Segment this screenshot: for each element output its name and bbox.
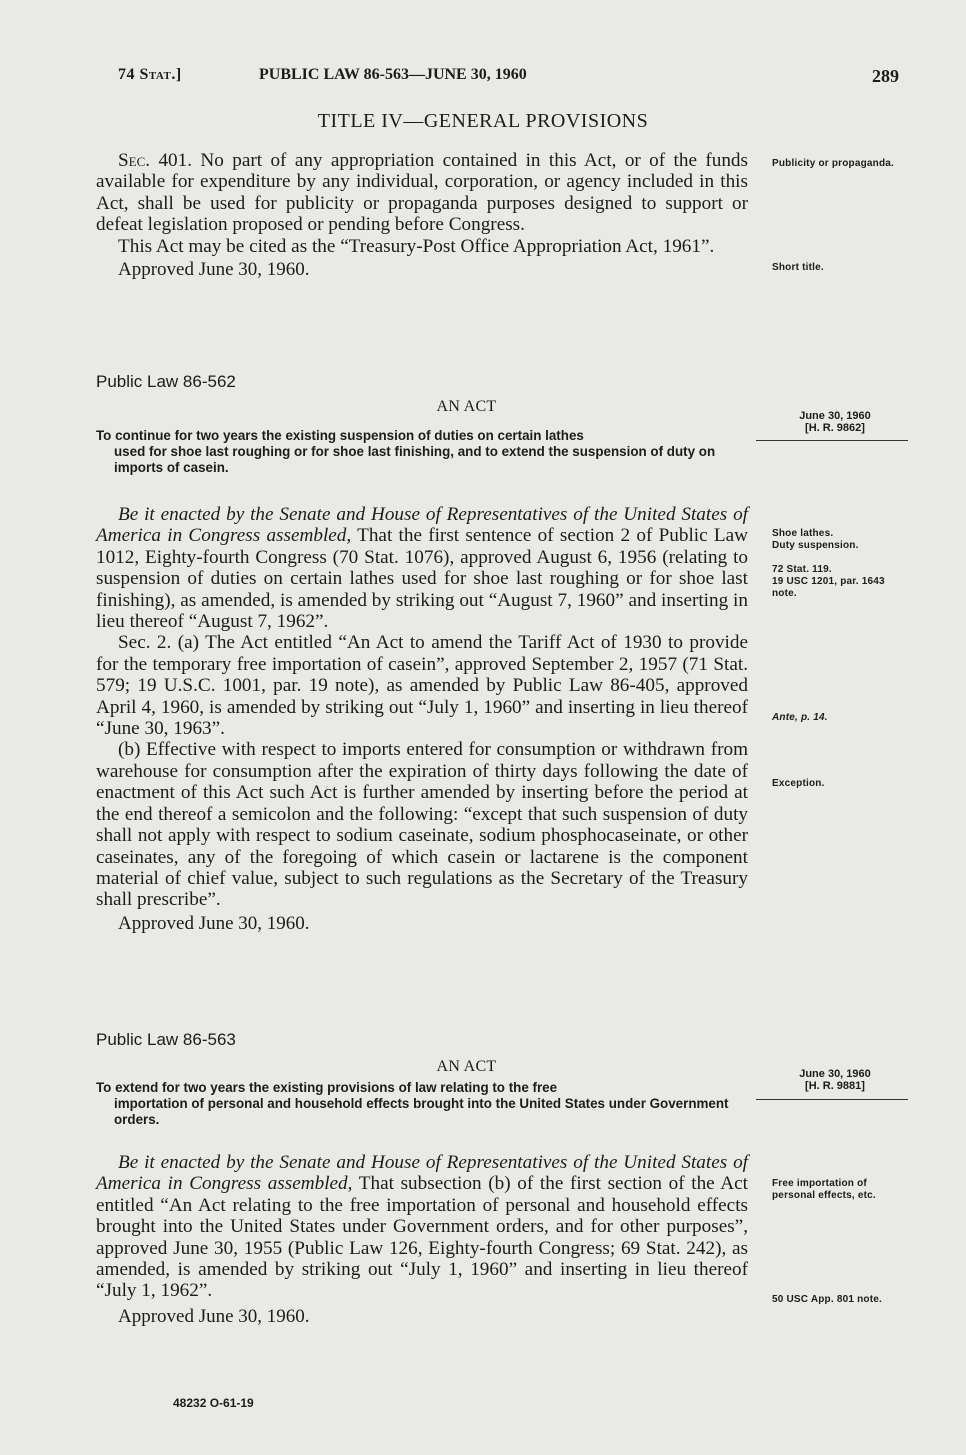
law-562-purpose	[96, 428, 748, 476]
margin-note-publicity: Publicity or propaganda.	[772, 158, 895, 169]
running-header-left: 74 Stat.]	[118, 66, 182, 83]
sec-401-paragraph	[96, 150, 748, 236]
law-562-bill: [H. R. 9862]	[805, 422, 865, 434]
law-562-purpose-first: To continue for two years the existing suspension of duties on certain lathes	[96, 428, 584, 443]
title-iv-heading: TITLE IV—GENERAL PROVISIONS	[317, 110, 649, 132]
law-563-enacting-clause: Be it enacted by the Senate and House of Representatives of the United States of America in Congress assembled,	[96, 1152, 748, 1195]
sec-401-lead: Sec. 401.	[118, 150, 193, 171]
law-562-purpose-rest: used for shoe last roughing or for shoe last finishing, and to extend the suspension of duty on imports of casein.	[114, 444, 716, 475]
law-562-enacting-clause: Be it enacted by the Senate and House of Representatives of the United States of America in Congress assembled,	[96, 504, 748, 547]
margin-note-shoe-lathes: Shoe lathes.	[772, 528, 834, 539]
short-title-paragraph: This Act may be cited as the “Treasury-Post Office Appropriation Act, 1961”.	[118, 235, 715, 257]
margin-note-50-usc: 50 USC App. 801 note.	[772, 1294, 882, 1305]
law-563-label: Public Law 86-563	[96, 1030, 236, 1049]
law-563-date: June 30, 1960	[799, 1068, 871, 1080]
law-562-approved: Approved June 30, 1960.	[118, 912, 310, 934]
law-562-label: Public Law 86-562	[96, 372, 236, 391]
margin-note-free-importation: Free importation of personal effects, etc.	[772, 1178, 876, 1201]
title-iv-body	[96, 150, 748, 281]
law-563-bill: [H. R. 9881]	[805, 1080, 865, 1092]
law-563-approved: Approved June 30, 1960.	[118, 1305, 310, 1327]
print-code-footer: 48232 O-61-19	[173, 1396, 254, 1410]
law-563-purpose-rest: importation of personal and household effects brought into the United States under Government orders.	[114, 1096, 729, 1127]
law-562-date-block	[760, 410, 910, 434]
margin-note-short-title: Short title.	[772, 262, 824, 273]
page-number: 289	[872, 66, 899, 86]
running-header-center: PUBLIC LAW 86-563—JUNE 30, 1960	[259, 66, 527, 83]
margin-note-duty-suspension: Duty suspension.	[772, 540, 859, 551]
law-563-date-block	[760, 1068, 910, 1092]
law-563-enact-text: That subsection (b) of the first section of the Act entitled “An Act relating to the free importation of personal and household effects brought into the United States under Government orders, and for other purposes”, approved June 30, 1955 (Public Law 126, Eighty-fourth Congress; 69 Stat. 242), as amended, is amended by striking out “July 1, 1960” and inserting in lieu thereof “July 1, 1962”.	[96, 1173, 748, 1302]
sec-401-text: No part of any appropriation contained in this Act, or of the funds available for expenditure by any individual, corporation, or agency included in this Act, shall be used for publicity or propaganda purposes designed to support or defeat legislation proposed or pending before Congress.	[96, 150, 748, 236]
law-562-date-rule	[756, 440, 908, 441]
margin-note-ante: Ante, p. 14.	[772, 712, 828, 723]
law-562-sec2b: (b) Effective with respect to imports entered for consumption or withdrawn from warehouse for consumption after the expiration of thirty days following the date of enactment of this Act such Act is further amended by inserting before the period at the end thereof a semicolon and the following: “except that such suspension of duty shall not apply with respect to sodium caseinate, sodium phosphocaseinate, or other caseinates, any of the foregoing of which casein or lactarene is the component material of chief value, subject to such regulations as the Secretary of the Treasury shall prescribe”.	[96, 739, 748, 911]
law-563-purpose	[96, 1080, 748, 1128]
law-562-date: June 30, 1960	[799, 410, 871, 422]
law-562-enact-text: That the first sentence of section 2 of Public Law 1012, Eighty-fourth Congress (70 Stat. 1076), approved August 6, 1956 (relating to suspension of duties on certain lathes used for shoe last roughing or for shoe last finishing), as amended, is amended by striking out “August 7, 1960” and inserting in lieu thereof “August 7, 1962”.	[96, 525, 748, 633]
margin-note-19-usc: 19 USC 1201, par. 1643 note.	[772, 576, 885, 599]
law-562-an-act: AN ACT	[436, 398, 497, 415]
margin-note-exception: Exception.	[772, 778, 825, 789]
law-563-date-rule	[756, 1099, 908, 1100]
approved-line: Approved June 30, 1960.	[118, 259, 310, 281]
law-562-body	[96, 504, 748, 935]
law-563-enacting-paragraph	[96, 1152, 748, 1302]
law-562-enacting-paragraph	[96, 504, 748, 632]
law-563-body	[96, 1152, 748, 1328]
law-563-purpose-first: To extend for two years the existing provisions of law relating to the free	[96, 1080, 558, 1095]
law-562-sec2a: Sec. 2. (a) The Act entitled “An Act to amend the Tariff Act of 1930 to provide for the temporary free importation of casein”, approved September 2, 1957 (71 Stat. 579; 19 U.S.C. 1001, par. 19 note), as amended by Public Law 86-405, approved April 4, 1960, is amended by striking out “July 1, 1960” and inserting in lieu thereof “June 30, 1963”.	[96, 632, 748, 740]
law-563-an-act: AN ACT	[436, 1058, 497, 1075]
margin-note-72-stat: 72 Stat. 119.	[772, 564, 832, 575]
